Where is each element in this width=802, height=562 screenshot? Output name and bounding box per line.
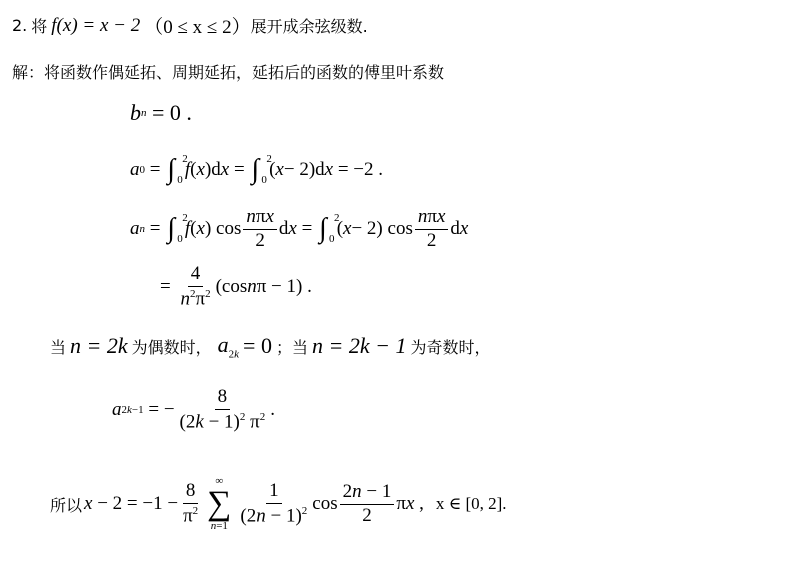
cases-prefix: 当: [50, 337, 67, 357]
fraction: $\frac{2n - 1}{2}$: [340, 482, 395, 527]
fraction: $\frac{\text{nπx}}{2}$: [243, 207, 277, 252]
even-result: = 0: [243, 333, 272, 359]
formula-an-result: = $\frac{4}{n^2\pi^2}$ (cos n π − 1) .: [160, 262, 312, 310]
problem-statement: [12, 12, 368, 39]
fraction: $\frac{4}{n^2\pi^2}$: [180, 262, 211, 310]
conclusion-line: [50, 474, 507, 534]
problem-number: 2.: [12, 16, 28, 35]
formula-odd-coefficient: a 2k−1 = − $\frac{8}{(2k - 1)^2 \pi^2}$ .: [112, 385, 275, 433]
conclusion-formula: x − 2 = −1 − $\frac{8}{\pi^2}$ ∞ ∑ n=1 $\frac{1}{(2n - 1)^2}$ cos $\frac{2n - 1}{2}$ π x ,: [84, 475, 424, 532]
even-coefficient: $a_{2k}$: [217, 332, 240, 361]
formula-bn: b n = 0 .: [130, 100, 192, 125]
odd-text: 为奇数时，: [410, 337, 491, 357]
conclusion-range: x ∈ [0, 2].: [435, 494, 507, 513]
fraction: $\frac{8}{(2k - 1)^2 \pi^2}$: [179, 385, 266, 433]
problem-text-1: 将: [31, 17, 48, 36]
formula-an: a n = ∫ 2 0 f ( x ) cos $\frac{\text{nπx}}{2}$ d x = ∫ 2 0 ( x − 2) cos $\frac{\text{nπx}}{2}$ d x: [130, 205, 469, 251]
fraction: $\frac{1}{(2n - 1)^2}$: [240, 479, 308, 527]
formula-a0: a 0 = ∫ 2 0 f ( x )d x = ∫ 2 0 ( x − 2)d x = −2 .: [130, 153, 384, 186]
integral-sign: ∫ 2 0: [167, 212, 188, 245]
summation-sign: ∞ ∑ n=1: [207, 475, 232, 532]
solution-intro: [12, 60, 444, 83]
integral-sign: ∫ 2 0: [167, 153, 188, 186]
integral-sign: ∫ 2 0: [251, 153, 272, 186]
even-condition: n = 2k: [70, 333, 128, 359]
odd-condition: n = 2k − 1: [311, 333, 407, 359]
integral-sign: ∫ 2 0: [319, 212, 340, 245]
conclusion-prefix: 所以: [50, 495, 83, 515]
fraction: $\frac{8}{\pi^2}$: [183, 479, 199, 527]
even-text: 为偶数时，: [131, 337, 212, 357]
solution-intro-text: 将函数作偶延拓、周期延拓，延拓后的函数的傅里叶系数: [44, 63, 445, 82]
cases-line: [50, 332, 490, 360]
solution-label: 解：: [12, 63, 45, 82]
problem-text-2: 展开成余弦级数.: [250, 17, 368, 36]
cases-separator: ；当: [275, 337, 308, 357]
domain-condition: （0 ≤ x ≤ 2）: [144, 17, 251, 38]
fraction: $\frac{\text{nπx}}{2}$: [415, 207, 449, 252]
function-definition: f(x) = x − 2: [51, 14, 141, 36]
